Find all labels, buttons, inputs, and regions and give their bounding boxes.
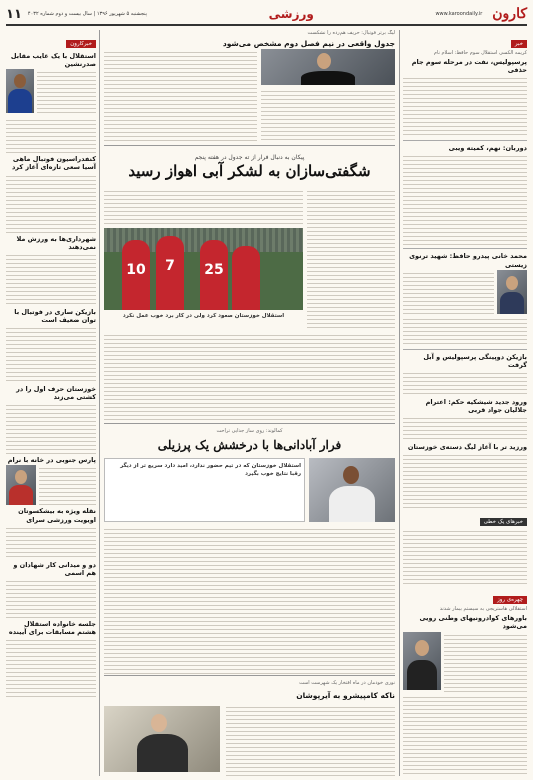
section-title: ورزشی	[268, 7, 314, 21]
portrait-photo	[6, 69, 34, 113]
top-story-side	[261, 49, 395, 141]
photo-caption	[104, 312, 303, 328]
lead-title[interactable]: شگفتی‌سازان به لشکر آبی اهواز رسید	[128, 162, 371, 180]
lead-body-right	[307, 188, 395, 328]
article-body	[6, 578, 96, 618]
article-body	[104, 49, 257, 141]
player-photo	[309, 458, 395, 522]
top-kicker: لیگ برتر فوتبال: حریف هم‌رده را نشکست	[307, 30, 395, 36]
face-shape	[415, 640, 429, 656]
item7-title[interactable]: باورهای کوادرونیهای وطنی رویی می‌شود	[419, 614, 527, 631]
top-story	[104, 30, 395, 146]
bottom-photo	[104, 706, 220, 772]
item3-title[interactable]: محمد خانی پیدرو حافظ: شهید ترنوی زیستی	[409, 252, 527, 269]
shirt-shape	[9, 485, 33, 505]
portrait-photo	[403, 632, 441, 690]
sub-title[interactable]: فرار آبادانی‌ها با درخشش یک پرزیلی	[157, 438, 342, 452]
article-body	[403, 316, 527, 346]
left-item5-title[interactable]: خوزستان حرف اول را در کشتی می‌زند	[16, 385, 96, 402]
shirt-shape	[500, 292, 524, 314]
shirt-shape	[407, 660, 437, 690]
jersey-number: 25	[204, 262, 224, 278]
player-figure	[200, 240, 228, 310]
face-shape	[15, 470, 27, 484]
left-item8-title[interactable]: دو و میدانی کار شهادان و هم اسمی	[13, 560, 96, 577]
lead-kicker: پیکان به دنبال فرار از ته جدول در هفته پنجم	[194, 154, 305, 161]
article-body	[403, 370, 527, 396]
bottom-title[interactable]: ناکه کامپیشرو به آیرپوشان	[296, 691, 395, 700]
left-column	[6, 30, 100, 776]
sub-quote-box	[104, 458, 305, 522]
shirt-shape	[137, 734, 188, 772]
article-body	[6, 525, 96, 559]
left-item9-title[interactable]: جلسه خانواده استقلال هشتم مسابقات برای آیینده	[8, 619, 96, 636]
right-column	[399, 30, 527, 776]
left-item6-content	[6, 465, 96, 505]
lead-body-top	[104, 188, 303, 224]
player-figure	[232, 246, 260, 310]
divider	[403, 140, 527, 141]
top-story-content	[104, 49, 395, 141]
left-item6-title[interactable]: پارس جنوبی در خانه با نرام	[7, 456, 96, 465]
face-shape	[317, 53, 331, 69]
shirt-shape	[329, 486, 375, 522]
item2-title[interactable]: دوربان: نهم، کمیته ویبی	[448, 144, 527, 153]
team-celebration-photo	[104, 228, 303, 310]
face-shape	[343, 466, 359, 484]
item4-title[interactable]: بازیکن دوپینگی پرسپولیس و آبل گرفت	[423, 352, 527, 369]
left-item3-title[interactable]: شهرداری‌ها به ورزش ملا نمی‌دهند	[16, 234, 96, 251]
player-figure	[156, 236, 184, 310]
coach-photo	[261, 49, 395, 85]
page-number: ۱۱	[6, 6, 22, 22]
article-body	[37, 69, 96, 115]
header-right	[435, 6, 527, 22]
header-left	[6, 7, 147, 22]
article-body	[403, 75, 527, 137]
oneline-news-tag: خبرهای یک خطی	[480, 518, 527, 526]
article-body	[261, 88, 395, 141]
newspaper-logo: کارون	[492, 6, 527, 22]
article-body	[403, 528, 527, 586]
photo-caption-text: استقلال خوزستان صعود کرد ولی در کار برد خوب عمل نکرد	[122, 313, 285, 319]
face-of-day-tag: چهره‌ی روز	[493, 596, 527, 604]
left-item1-content	[6, 69, 96, 115]
article-body	[39, 465, 96, 505]
left-item1-title[interactable]: استقلال با یک غایب مقابل صدرنشین	[10, 52, 96, 69]
article-body	[403, 694, 527, 774]
sub-quote: استقلال خوزستان که در تیم حضور ندارد، امید دارد سریع تر از دیگر رقبا نتایج خوب بگیرد	[120, 463, 301, 478]
portrait-photo	[6, 465, 36, 505]
jersey-number: 7	[165, 258, 175, 274]
sub-kicker: کمالوند: روی ساز جدایی تراحت	[216, 428, 283, 434]
player-action-photo	[309, 458, 395, 522]
player-figure	[122, 240, 150, 310]
item6-title[interactable]: ورزید تر با آغاز لیگ دسته‌ی خوزستان	[407, 443, 527, 452]
shirt-shape	[8, 89, 32, 113]
article-body	[403, 153, 527, 245]
item1-kicker: کریمه الکسی استقلال سوم حافظ: اسلام نام	[433, 50, 527, 56]
divider	[403, 349, 527, 350]
site-url[interactable]: www.karoondaily.ir	[435, 11, 483, 17]
article-body	[403, 270, 494, 314]
article-body	[6, 402, 96, 454]
shirt-shape	[301, 71, 355, 85]
face-shape	[14, 74, 26, 88]
face-shape	[151, 714, 167, 732]
item7-content	[403, 632, 527, 692]
center-area	[104, 30, 395, 776]
lead-body-bottom	[104, 332, 395, 424]
portrait-photo	[497, 270, 527, 314]
article-body	[6, 173, 96, 233]
article-body	[6, 325, 96, 383]
left-item2-title[interactable]: کنفدراسیون فوتبال ماهی آسیا سعی تازه‌ای آغاز کرد	[11, 155, 96, 172]
article-body	[6, 117, 96, 153]
official-photo	[104, 706, 220, 772]
left-item7-title[interactable]: نقله ویژه به بیشکسوتان اویویت ورزشی سرای	[18, 507, 96, 524]
article-body	[6, 252, 96, 306]
bottom-body	[226, 704, 395, 776]
divider	[403, 248, 527, 249]
article-body	[403, 452, 527, 508]
face-shape	[506, 276, 518, 290]
item3-content	[403, 270, 527, 314]
bottom-body-left	[104, 774, 220, 776]
article-body	[403, 415, 527, 441]
page-header	[6, 4, 527, 26]
dateline: پنجشنبه ۵ شهریور ۱۳۹۶ | سال بیست و دوم شماره ۴۰۳۲	[27, 11, 148, 17]
sub-body	[104, 526, 395, 676]
top-title[interactable]: جدول واقعی در نیم فصل دوم مشخص می‌شود	[222, 39, 395, 48]
jersey-number: 10	[126, 262, 146, 278]
article-body	[6, 637, 96, 697]
news-tag: خبر	[511, 40, 527, 48]
left-item4-title[interactable]: بازیکن ساری در فوتبال با توان ضعیف است	[14, 307, 96, 324]
item5-title[interactable]: ورود جدید شیشکیه حکم: اعترام جلالیان جواد قربی	[425, 397, 527, 414]
article-body	[444, 632, 527, 692]
item1-title[interactable]: پرسپولیس، نفت در مرحله سوم جام حذفی	[411, 58, 527, 75]
item7-kicker: استقلالی هاستریجی به سیستم بیمار شدند	[439, 606, 527, 613]
karoon-news-tag: خبرکارون	[66, 40, 96, 48]
bottom-kicker: نوری خودمان در ماه افتخار یک شهرست است	[299, 680, 395, 686]
